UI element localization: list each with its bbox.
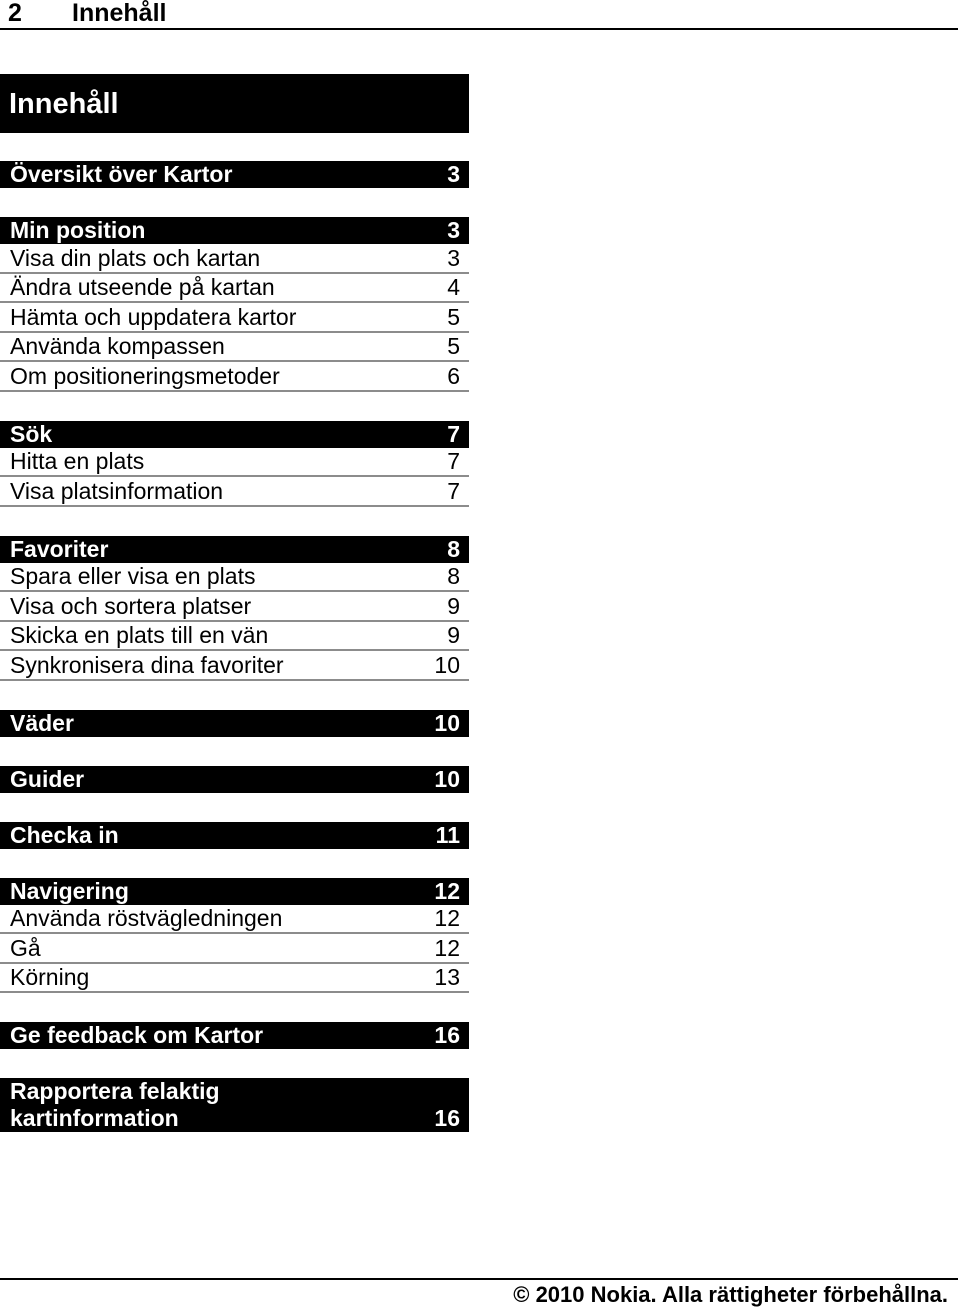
page-header <box>0 0 958 30</box>
toc-section <box>0 710 469 737</box>
footer-rule <box>0 1278 958 1280</box>
toc-section-heading[interactable] <box>0 217 469 244</box>
toc-section <box>0 822 469 849</box>
toc-entry[interactable] <box>0 934 469 964</box>
entry-page-number: 6 <box>447 362 460 389</box>
toc-section <box>0 878 469 994</box>
toc-section <box>0 536 469 681</box>
entry-page-number: 5 <box>447 303 460 330</box>
entry-page-number: 5 <box>447 333 460 359</box>
toc-entry[interactable] <box>0 244 469 274</box>
entry-title: Skicka en plats till en vän <box>10 622 269 648</box>
entry-page-number: 7 <box>447 477 460 504</box>
section-page-number: 10 <box>434 765 460 792</box>
entry-title: Synkronisera dina favoriter <box>10 651 284 678</box>
running-header-title: Innehåll <box>72 0 167 27</box>
toc-entry[interactable] <box>0 333 469 363</box>
entry-page-number: 8 <box>447 563 460 589</box>
entry-page-number: 7 <box>447 448 460 474</box>
section-title: Rapportera felaktig kartinformation <box>10 1078 220 1131</box>
toc-entry[interactable] <box>0 592 469 622</box>
toc-section <box>0 1078 469 1132</box>
entry-page-number: 3 <box>447 244 460 271</box>
toc-section-heading[interactable] <box>0 822 469 849</box>
entry-page-number: 13 <box>434 964 460 990</box>
toc-section-heading[interactable] <box>0 536 469 563</box>
entry-title: Körning <box>10 964 90 990</box>
toc-section <box>0 217 469 392</box>
entry-title: Visa din plats och kartan <box>10 244 261 271</box>
section-title: Sök <box>10 420 53 447</box>
toc-title-bar <box>0 74 469 133</box>
section-title: Checka in <box>10 821 119 848</box>
toc-section-heading[interactable] <box>0 161 469 188</box>
entry-title: Spara eller visa en plats <box>10 563 256 589</box>
section-page-number: 3 <box>447 217 460 243</box>
page-number: 2 <box>8 0 22 27</box>
copyright-footer: © 2010 Nokia. Alla rättigheter förbehållna. <box>513 1282 948 1307</box>
entry-title: Hitta en plats <box>10 448 145 474</box>
entry-title: Om positioneringsmetoder <box>10 362 280 389</box>
section-title: Navigering <box>10 877 129 904</box>
toc-title: Innehåll <box>9 88 119 120</box>
entry-title: Hämta och uppdatera kartor <box>10 303 297 330</box>
section-page-number: 12 <box>434 877 460 904</box>
toc-entry[interactable] <box>0 362 469 392</box>
section-title: Min position <box>10 217 146 243</box>
toc-entry[interactable] <box>0 448 469 478</box>
toc-section-heading[interactable] <box>0 1022 469 1049</box>
toc-entry[interactable] <box>0 303 469 333</box>
section-title: Favoriter <box>10 535 109 562</box>
toc-section-heading[interactable] <box>0 766 469 793</box>
entry-title: Visa platsinformation <box>10 477 224 504</box>
entry-title: Använda kompassen <box>10 333 225 359</box>
toc-entry[interactable] <box>0 905 469 935</box>
toc-entry[interactable] <box>0 477 469 507</box>
section-page-number: 3 <box>447 161 460 187</box>
entry-page-number: 12 <box>434 934 460 961</box>
toc-section-heading[interactable] <box>0 1078 469 1132</box>
entry-title: Gå <box>10 934 41 961</box>
section-title: Väder <box>10 709 74 736</box>
toc-section <box>0 1022 469 1049</box>
toc-section <box>0 766 469 793</box>
section-page-number: 8 <box>447 535 460 562</box>
section-title: Guider <box>10 765 85 792</box>
toc-section-heading[interactable] <box>0 710 469 737</box>
entry-page-number: 12 <box>434 905 460 931</box>
table-of-contents <box>0 161 469 1161</box>
toc-section-heading[interactable] <box>0 421 469 448</box>
entry-title: Använda röstvägledningen <box>10 905 283 931</box>
toc-entry[interactable] <box>0 651 469 681</box>
section-page-number: 7 <box>447 420 460 447</box>
entry-page-number: 10 <box>434 651 460 678</box>
section-title: Översikt över Kartor <box>10 161 233 187</box>
toc-entry[interactable] <box>0 274 469 304</box>
toc-section <box>0 161 469 188</box>
section-page-number: 16 <box>434 1022 460 1048</box>
toc-section-heading[interactable] <box>0 878 469 905</box>
section-page-number: 16 <box>434 1105 460 1131</box>
section-page-number: 10 <box>434 709 460 736</box>
toc-entry[interactable] <box>0 563 469 593</box>
entry-title: Ändra utseende på kartan <box>10 274 275 300</box>
toc-entry[interactable] <box>0 964 469 994</box>
entry-page-number: 9 <box>447 592 460 619</box>
toc-section <box>0 421 469 507</box>
entry-page-number: 9 <box>447 622 460 648</box>
entry-title: Visa och sortera platser <box>10 592 252 619</box>
section-title: Ge feedback om Kartor <box>10 1022 264 1048</box>
section-page-number: 11 <box>435 821 460 848</box>
entry-page-number: 4 <box>447 274 460 300</box>
toc-entry[interactable] <box>0 622 469 652</box>
